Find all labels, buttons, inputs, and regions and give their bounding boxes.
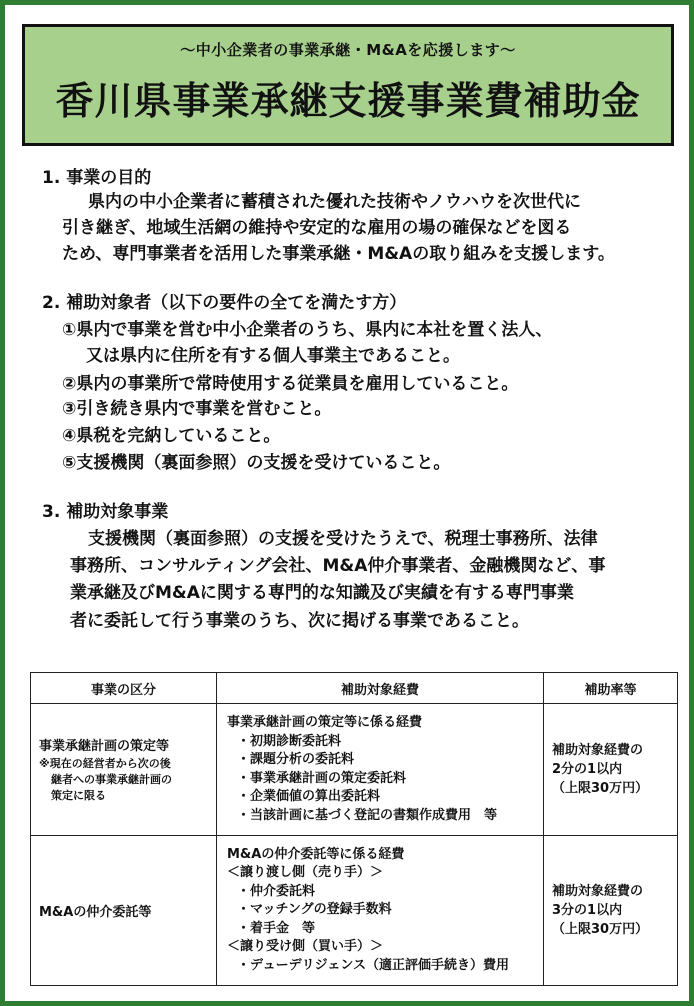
- section-3-line: 支援機関（裏面参照）の支援を受けたうえで、税理士事務所、法律: [88, 529, 598, 549]
- section-3-line: 業承継及びM&Aに関する専門的な知識及び実績を有する専門事業: [70, 583, 574, 603]
- section-1-line: ため、専門事業者を活用した事業承継・M&Aの取り組みを支援します。: [62, 244, 615, 264]
- rate-line: 補助対象経費の: [552, 743, 644, 758]
- category-label: 事業承継計画の策定等: [39, 739, 170, 754]
- section-1-heading: 1. 事業の目的: [42, 168, 152, 188]
- category-cell: [31, 836, 217, 986]
- rate-cell: [544, 704, 678, 836]
- expense-item: ・デューデリジェンス（適正評価手続き）費用: [237, 957, 509, 973]
- banner-title: 香川県事業承継支援事業費補助金: [55, 79, 641, 123]
- category-cell: [31, 704, 217, 836]
- section-2-line: ②県内の事業所で常時使用する従業員を雇用していること。: [62, 374, 519, 394]
- rate-line: （上限30万円）: [552, 781, 649, 796]
- header-expenses: 補助対象経費: [217, 673, 544, 704]
- note-line: ※現在の経営者から次の後: [39, 757, 171, 770]
- section-3-heading: 3. 補助対象事業: [42, 502, 169, 522]
- rate-line: （上限30万円）: [552, 922, 649, 937]
- section-3-line: 者に委託して行う事業のうち、次に掲げる事業であること。: [70, 611, 529, 631]
- expenses-cell: [217, 704, 544, 836]
- subsidy-table: [30, 672, 678, 986]
- table-header-row: [31, 673, 678, 704]
- section-2-line: ③引き続き県内で事業を営むこと。: [62, 399, 332, 419]
- section-3-line: 事務所、コンサルティング会社、M&A仲介事業者、金融機関など、事: [70, 556, 606, 576]
- section-2-heading: 2. 補助対象者（以下の要件の全てを満たす方）: [42, 293, 407, 313]
- expense-item: ・着手金 等: [237, 920, 316, 936]
- banner-subtitle: 〜中小企業者の事業承継・M&Aを応援します〜: [180, 41, 516, 59]
- expense-item: ・企業価値の算出委託料: [237, 789, 381, 804]
- expense-item: ・仲介委託料: [237, 883, 316, 899]
- expense-item: ・事業承継計画の策定委託料: [237, 770, 407, 786]
- rate-line: 2分の1以内: [552, 762, 623, 777]
- rate-line: 補助対象経費の: [552, 884, 644, 899]
- section-2-line: ④県税を完納していること。: [62, 426, 281, 446]
- expenses-heading: 事業承継計画の策定等に係る経費: [227, 715, 423, 730]
- header-category: 事業の区分: [31, 673, 217, 704]
- section-2-line: ⑤支援機関（裏面参照）の支援を受けていること。: [62, 453, 451, 473]
- note-line: 策定に限る: [51, 789, 106, 802]
- expense-item: ・マッチングの登録手数料: [237, 902, 392, 918]
- section-2-line: ①県内で事業を営む中小企業者のうち、県内に本社を置く法人、: [62, 320, 553, 340]
- expense-item: ・初期診断委託料: [237, 733, 342, 749]
- expense-subheading: ＜譲り渡し側（売り手）＞: [227, 865, 384, 881]
- expense-item: ・当該計画に基づく登記の書類作成費用 等: [237, 807, 498, 823]
- rate-line: 3分の1以内: [552, 903, 623, 918]
- rate-cell: [544, 836, 678, 986]
- expense-item: ・課題分析の委託料: [237, 752, 355, 767]
- section-1-line: 県内の中小企業者に蓄積された優れた技術やノウハウを次世代に: [88, 192, 581, 212]
- expense-subheading: ＜譲り受け側（買い手）＞: [227, 939, 384, 955]
- expenses-heading: M&Aの仲介委託等に係る経費: [227, 846, 405, 862]
- table-row: [31, 836, 678, 986]
- category-note: [39, 756, 216, 804]
- note-line: 継者への事業承継計画の: [51, 773, 172, 786]
- header-rate: 補助率等: [544, 673, 678, 704]
- category-label: M&Aの仲介委託等: [39, 905, 152, 920]
- title-banner: [22, 24, 674, 146]
- expenses-cell: [217, 836, 544, 986]
- section-2-line: 又は県内に住所を有する個人事業主であること。: [86, 346, 460, 366]
- table-row: [31, 704, 678, 836]
- section-1-line: 引き継ぎ、地域生活網の維持や安定的な雇用の場の確保などを図る: [62, 218, 572, 238]
